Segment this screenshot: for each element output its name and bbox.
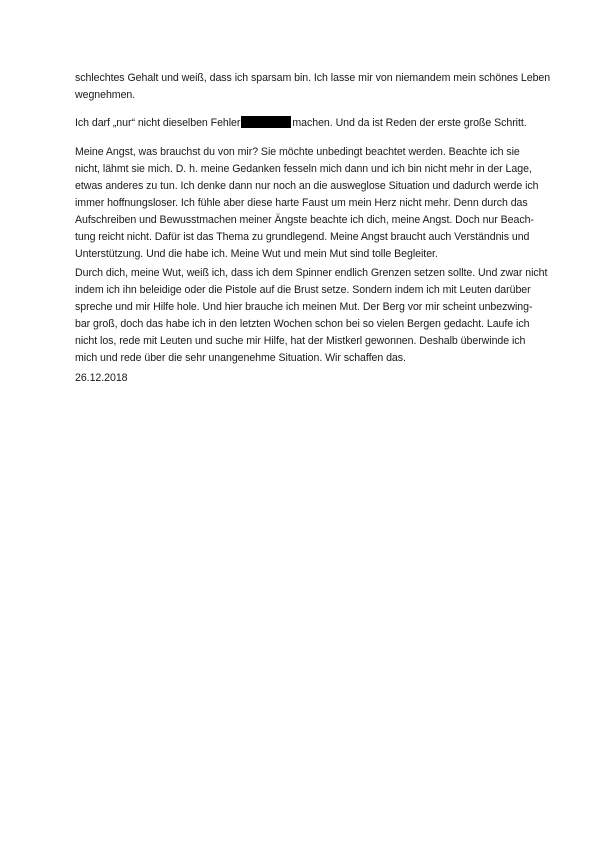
date-text: 26.12.2018: [75, 372, 128, 384]
text-line: Durch dich, meine Wut, weiß ich, dass ich dem Spinner endlich Grenzen setzen sollte. Und zwar nicht: [75, 267, 548, 279]
text-line: wegnehmen.: [75, 89, 136, 101]
text-line: nicht, lähmt sie mich. D. h. meine Gedanken fesseln mich dann und ich bin nicht mehr in der Lage,: [75, 163, 532, 175]
text-line: Aufschreiben und Bewusstmachen meiner Ängste beachte ich dich, meine Angst. Doch nur Beach-: [75, 214, 534, 226]
paragraph-1: [75, 70, 551, 104]
redaction-block: [241, 116, 291, 128]
text-line: Meine Angst, was brauchst du von mir? Sie möchte unbedingt beachtet werden. Beachte ich sie: [75, 146, 520, 158]
text-line: etwas anderes zu tun. Ich denke dann nur noch an die ausweglose Situation und dadurch werde ich: [75, 180, 539, 192]
text-line: tung reicht nicht. Dafür ist das Thema zu grundlegend. Meine Angst braucht auch Verständnis und: [75, 231, 530, 243]
paragraph-3: [75, 144, 545, 263]
paragraph-4: [75, 265, 548, 367]
paragraph-2: [75, 115, 545, 132]
text-line: Unterstützung. Und die habe ich. Meine Wut und mein Mut sind tolle Begleiter.: [75, 248, 438, 260]
text-before-redaction: Ich darf „nur“ nicht dieselben Fehler: [75, 117, 241, 129]
text-line: bar groß, doch das habe ich in den letzten Wochen schon bei so vielen Bergen gedacht. Laufe ich: [75, 318, 530, 330]
text-line: nicht los, rede mit Leuten und suche mir Hilfe, hat der Mistkerl gewonnen. Deshalb überwinde ich: [75, 335, 526, 347]
text-line: spreche und mir Hilfe hole. Und hier brauche ich meinen Mut. Der Berg vor mir scheint unbezwing-: [75, 301, 533, 313]
date-paragraph: [75, 370, 545, 387]
text-after-redaction: machen. Und da ist Reden der erste große Schritt.: [292, 117, 527, 129]
text-line: [75, 115, 545, 132]
text-line: indem ich ihn beleidige oder die Pistole auf die Brust setze. Sondern indem ich mit Leuten darüber: [75, 284, 531, 296]
text-line: immer hoffnungsloser. Ich fühle aber diese harte Faust um mein Herz nicht mehr. Denn durch das: [75, 197, 528, 209]
text-line: mich und rede über die sehr unangenehme Situation. Wir schaffen das.: [75, 352, 406, 364]
text-line: schlechtes Gehalt und weiß, dass ich sparsam bin. Ich lasse mir von niemandem mein schönes Leben: [75, 72, 551, 84]
